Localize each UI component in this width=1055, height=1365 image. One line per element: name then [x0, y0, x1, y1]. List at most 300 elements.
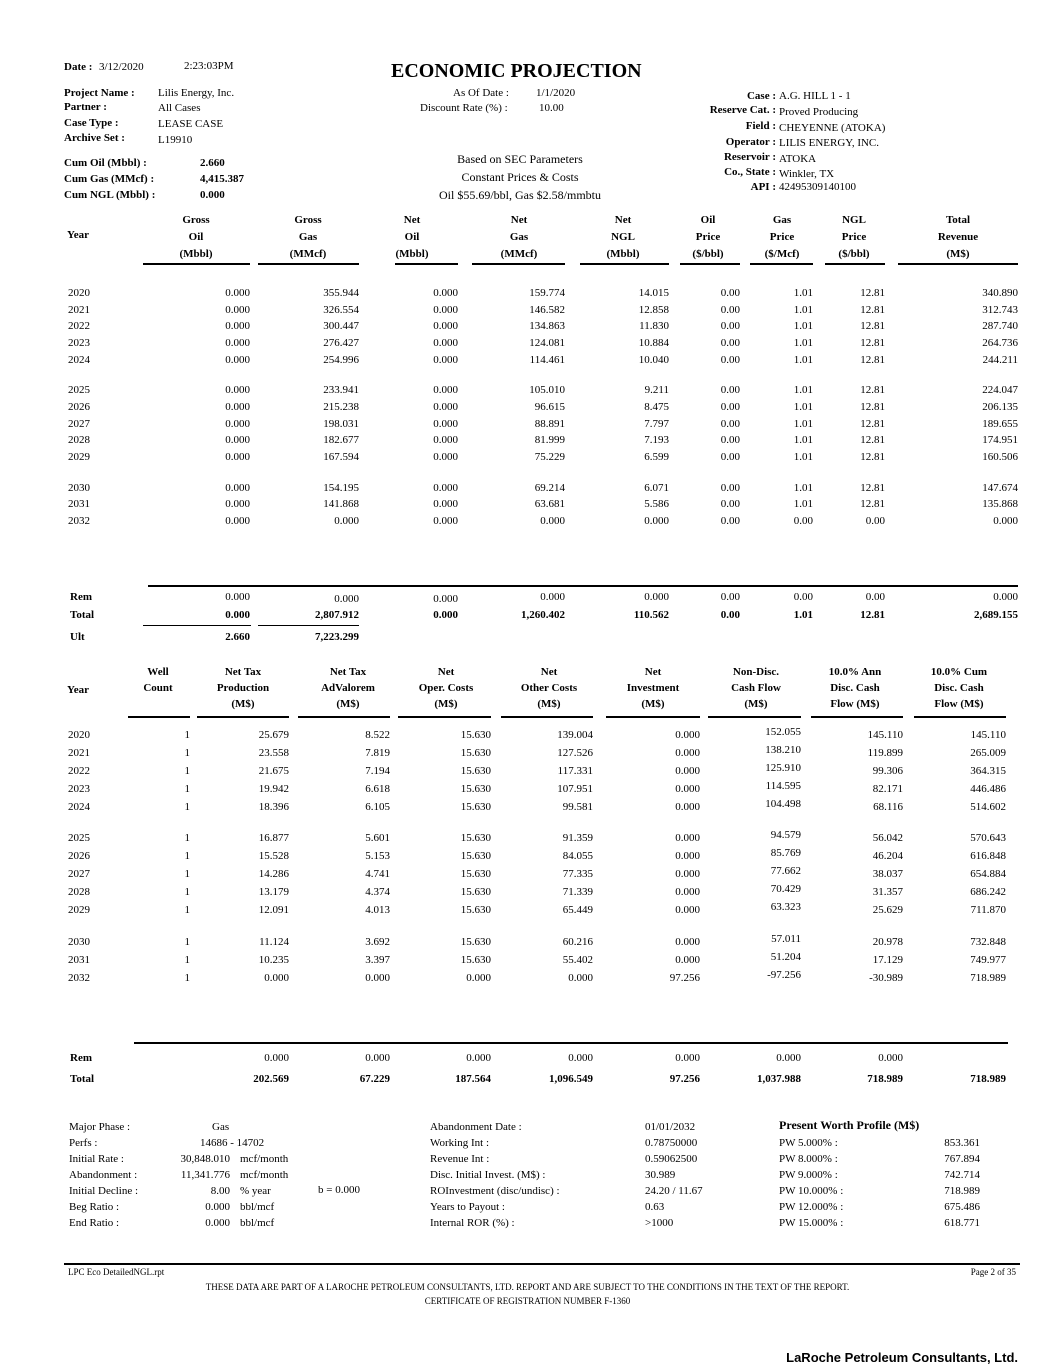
cum-ngl-value: 0.000	[200, 189, 225, 201]
table-cell: 0.000	[466, 972, 491, 984]
param-label: Perfs :	[69, 1137, 98, 1149]
param-label: Initial Decline :	[69, 1185, 139, 1197]
table-cell: 0.00	[720, 384, 740, 396]
table-row-year: 2020	[68, 287, 90, 299]
pw-label: PW 8.000% :	[779, 1153, 838, 1165]
header-underline	[128, 716, 190, 718]
table-cell: 1.01	[793, 384, 813, 396]
table-cell: 124.081	[529, 337, 565, 349]
param-value: 8.00	[210, 1185, 230, 1197]
table-cell: 1	[184, 868, 190, 880]
param-unit: mcf/month	[240, 1153, 289, 1165]
table-cell: 117.331	[557, 765, 593, 777]
partner-label: Partner :	[64, 101, 107, 113]
report-name: LPC Eco DetailedNGL.rpt	[68, 1267, 165, 1277]
table-cell: 3.692	[365, 936, 390, 948]
field-label: Field :	[745, 120, 776, 132]
table-cell: 12.81	[860, 304, 885, 316]
rem-cell: 0.00	[793, 591, 813, 603]
table-cell: 0.000	[675, 783, 700, 795]
table-cell: 0.000	[675, 747, 700, 759]
table-cell: 1.01	[793, 337, 813, 349]
table-cell: 0.000	[675, 886, 700, 898]
table-cell: 15.630	[460, 729, 491, 741]
table-cell: 0.000	[675, 832, 700, 844]
table-row-year: 2031	[68, 954, 90, 966]
table-cell: 8.475	[644, 401, 669, 413]
table1-column-header: (M$)	[946, 248, 970, 260]
table-cell: 6.618	[365, 783, 390, 795]
table-cell: 70.429	[770, 883, 801, 895]
table-cell: 254.996	[323, 354, 359, 366]
table-cell: 12.81	[860, 337, 885, 349]
report-time: 2:23:03PM	[184, 60, 234, 72]
total-label: Total	[70, 1073, 95, 1085]
table-cell: 85.769	[770, 847, 801, 859]
header-underline	[258, 263, 359, 265]
operator-label: Operator :	[725, 136, 776, 148]
table-cell: 16.877	[258, 832, 289, 844]
table-cell: 1	[184, 886, 190, 898]
pw-title: Present Worth Profile (M$)	[779, 1118, 920, 1132]
total-cell: 0.00	[720, 609, 740, 621]
table2-column-header: Net	[437, 666, 455, 678]
table1-column-header: Net	[510, 214, 528, 226]
metric-value: 24.20 / 11.67	[645, 1185, 703, 1197]
header-underline	[143, 263, 250, 265]
metric-value: >1000	[645, 1217, 674, 1229]
table1-column-header: Price	[769, 231, 795, 243]
header-underline	[197, 716, 289, 718]
table-cell: 1	[184, 729, 190, 741]
table-cell: 264.736	[982, 337, 1018, 349]
table1-column-header: Price	[841, 231, 867, 243]
total-cell: 12.81	[860, 609, 885, 621]
table-cell: 0.000	[433, 354, 458, 366]
table2-column-header: (M$)	[434, 698, 458, 710]
pw-value: 618.771	[944, 1217, 980, 1229]
constant-prices: Constant Prices & Costs	[461, 170, 579, 184]
page-title: ECONOMIC PROJECTION	[391, 60, 642, 82]
ult-cell: 2.660	[225, 631, 250, 643]
total-cell: 718.989	[970, 1073, 1006, 1085]
table-cell: 7.797	[644, 418, 669, 430]
pw-label: PW 10.000% :	[779, 1185, 844, 1197]
table-cell: 570.643	[970, 832, 1006, 844]
table-cell: 119.899	[867, 747, 903, 759]
table-row-year: 2022	[68, 765, 90, 777]
rem-cell: 0.000	[776, 1052, 801, 1064]
table-cell: 711.870	[970, 904, 1006, 916]
total-cell: 1,096.549	[549, 1073, 593, 1085]
total-cell: 1,037.988	[757, 1073, 801, 1085]
header-underline	[680, 263, 740, 265]
table1-column-header: Gas	[509, 231, 529, 243]
table-cell: 0.00	[720, 451, 740, 463]
table-cell: 63.681	[534, 498, 565, 510]
table-cell: 75.229	[534, 451, 565, 463]
table1-column-header: NGL	[842, 214, 866, 226]
table-cell: 1	[184, 954, 190, 966]
asof-value: 1/1/2020	[536, 87, 576, 99]
table-cell: 0.00	[720, 434, 740, 446]
table-cell: 12.858	[638, 304, 669, 316]
table-cell: 244.211	[982, 354, 1018, 366]
certificate: CERTIFICATE OF REGISTRATION NUMBER F-1360	[424, 1296, 631, 1306]
table-cell: 1	[184, 783, 190, 795]
total-cell: 0.000	[433, 609, 458, 621]
table2-column-header: Net	[540, 666, 558, 678]
reservoir-value: ATOKA	[779, 153, 817, 165]
table-cell: 68.116	[873, 801, 903, 813]
table2-year-header: Year	[67, 684, 89, 696]
table-cell: 0.000	[225, 384, 250, 396]
case-value: A.G. HILL 1 - 1	[779, 90, 851, 102]
rem-cell: 0.000	[675, 1052, 700, 1064]
field-value: CHEYENNE (ATOKA)	[779, 122, 886, 134]
pw-value: 718.989	[944, 1185, 980, 1197]
table1-column-header: (MMcf)	[289, 248, 327, 260]
table2-column-header: (M$)	[641, 698, 665, 710]
table-cell: 189.655	[982, 418, 1018, 430]
table-cell: 654.884	[970, 868, 1006, 880]
table2-column-header: (M$)	[744, 698, 768, 710]
page-number: Page 2 of 35	[970, 1267, 1016, 1277]
param-label: Initial Rate :	[69, 1153, 124, 1165]
table-cell: 0.000	[225, 304, 250, 316]
table-cell: 0.000	[675, 868, 700, 880]
cum-ngl-label: Cum NGL (Mbbl) :	[64, 189, 156, 201]
table-row-year: 2025	[68, 384, 90, 396]
table-row-year: 2024	[68, 801, 90, 813]
table2-column-header: Other Costs	[520, 682, 578, 694]
rem-label: Rem	[70, 1052, 92, 1064]
reserve-value: Proved Producing	[779, 106, 859, 118]
table1-column-header: Gross	[182, 214, 210, 226]
table-cell: 198.031	[323, 418, 359, 430]
table-row-year: 2025	[68, 832, 90, 844]
table-cell: 65.449	[562, 904, 593, 916]
table-cell: 12.81	[860, 401, 885, 413]
table-cell: 0.00	[720, 304, 740, 316]
table-cell: 276.427	[323, 337, 359, 349]
total-label: Total	[70, 609, 95, 621]
table-cell: 0.000	[225, 515, 250, 527]
param-unit: mcf/month	[240, 1169, 289, 1181]
param-label: Abandonment :	[69, 1169, 138, 1181]
metric-value: 30.989	[645, 1169, 676, 1181]
param-value: 0.000	[205, 1217, 230, 1229]
table-cell: 446.486	[970, 783, 1006, 795]
rem-cell: 0.000	[540, 591, 565, 603]
param-value: 11,341.776	[180, 1169, 230, 1181]
table-cell: 15.630	[460, 850, 491, 862]
table-row-year: 2023	[68, 337, 90, 349]
table-cell: 94.579	[770, 829, 801, 841]
metric-value: 0.59062500	[645, 1153, 698, 1165]
table-cell: 0.000	[365, 972, 390, 984]
table1-column-header: NGL	[611, 231, 635, 243]
table-cell: 0.000	[334, 515, 359, 527]
pw-label: PW 5.000% :	[779, 1137, 838, 1149]
table-cell: 15.630	[460, 832, 491, 844]
cum-oil-value: 2.660	[200, 157, 225, 169]
rem-cell: 0.000	[878, 1052, 903, 1064]
table-cell: 0.00	[720, 482, 740, 494]
param-label: End Ratio :	[69, 1217, 120, 1229]
table-cell: 0.000	[225, 482, 250, 494]
table-cell: 1	[184, 801, 190, 813]
metric-value: 0.63	[645, 1201, 665, 1213]
footer-divider	[64, 1263, 1020, 1265]
table-cell: 0.000	[433, 337, 458, 349]
table-cell: 0.000	[225, 434, 250, 446]
table-cell: 0.000	[540, 515, 565, 527]
table-cell: 1.01	[793, 498, 813, 510]
ult-underline	[258, 625, 359, 626]
table1-column-header: Oil	[188, 231, 204, 243]
table-cell: 4.013	[365, 904, 390, 916]
table-cell: 364.315	[970, 765, 1006, 777]
table-cell: 1.01	[793, 451, 813, 463]
table-cell: 1.01	[793, 304, 813, 316]
param-unit: bbl/mcf	[240, 1201, 275, 1213]
total-cell: 1,260.402	[521, 609, 565, 621]
table-cell: 1.01	[793, 320, 813, 332]
table-cell: 77.662	[770, 865, 801, 877]
costate-label: Co., State :	[724, 166, 776, 178]
total-cell: 97.256	[669, 1073, 700, 1085]
table2-column-header: Cash Flow	[731, 682, 781, 694]
table-cell: 105.010	[529, 384, 565, 396]
table1-column-header: Net	[403, 214, 421, 226]
total-cell: 2,689.155	[974, 609, 1018, 621]
table-cell: 81.999	[534, 434, 565, 446]
header-underline	[811, 716, 903, 718]
table-cell: 104.498	[765, 798, 801, 810]
table-cell: 12.81	[860, 498, 885, 510]
table1-column-header: Oil	[404, 231, 420, 243]
table-cell: 15.528	[258, 850, 289, 862]
table-cell: 12.091	[258, 904, 289, 916]
table-cell: 0.000	[433, 418, 458, 430]
metric-label: Years to Payout :	[430, 1201, 505, 1213]
case-label: Case :	[746, 90, 776, 102]
table-cell: 7.194	[365, 765, 390, 777]
table-cell: 0.000	[433, 515, 458, 527]
table1-column-header: (MMcf)	[500, 248, 538, 260]
table-cell: 141.868	[323, 498, 359, 510]
metric-label: ROInvestment (disc/undisc) :	[430, 1185, 560, 1197]
costate-value: Winkler, TX	[779, 168, 835, 180]
table-cell: 0.00	[793, 515, 813, 527]
asof-label: As Of Date :	[453, 87, 509, 99]
table-cell: 12.81	[860, 418, 885, 430]
header-underline	[825, 263, 885, 265]
table-cell: 0.000	[225, 337, 250, 349]
table-cell: 7.819	[365, 747, 390, 759]
table-cell: 159.774	[529, 287, 565, 299]
table-cell: 134.863	[529, 320, 565, 332]
table2-column-header: Flow (M$)	[830, 698, 880, 710]
table-cell: 0.00	[720, 320, 740, 332]
operator-value: LILIS ENERGY, INC.	[779, 137, 880, 149]
table2-column-header: Well	[147, 666, 169, 678]
total-cell: 2,807.912	[315, 609, 359, 621]
table-cell: 0.000	[225, 287, 250, 299]
pw-label: PW 12.000% :	[779, 1201, 844, 1213]
table-row-year: 2020	[68, 729, 90, 741]
table-cell: 145.110	[970, 729, 1006, 741]
table-cell: 46.204	[872, 850, 903, 862]
pw-value: 767.894	[944, 1153, 980, 1165]
table-cell: 514.602	[970, 801, 1006, 813]
table-cell: 82.171	[872, 783, 903, 795]
table-cell: 114.461	[529, 354, 565, 366]
table-cell: 145.110	[867, 729, 903, 741]
table-cell: 718.989	[970, 972, 1006, 984]
table-cell: -30.989	[869, 972, 903, 984]
table-cell: 7.193	[644, 434, 669, 446]
table-cell: 69.214	[534, 482, 565, 494]
pw-value: 742.714	[944, 1169, 980, 1181]
reservoir-label: Reservoir :	[723, 151, 776, 163]
rem-cell: 0.000	[466, 1052, 491, 1064]
case-type-label: Case Type :	[64, 117, 119, 129]
table-cell: 9.211	[644, 384, 669, 396]
header-underline	[395, 263, 458, 265]
table-cell: 0.000	[225, 451, 250, 463]
table-cell: 5.586	[644, 498, 669, 510]
table2-column-header: Count	[143, 682, 173, 694]
table-cell: 99.581	[562, 801, 593, 813]
table1-column-header: Revenue	[937, 231, 979, 243]
table-cell: 326.554	[323, 304, 359, 316]
table-cell: 1	[184, 747, 190, 759]
table-cell: 0.000	[433, 401, 458, 413]
table-cell: 12.81	[860, 354, 885, 366]
table-cell: 127.526	[557, 747, 593, 759]
reserve-label: Reserve Cat. :	[709, 104, 776, 116]
param-value: 30,848.010	[180, 1153, 230, 1165]
summary-divider	[134, 1042, 1008, 1044]
table-cell: 215.238	[323, 401, 359, 413]
metric-value: 01/01/2032	[645, 1121, 696, 1133]
metric-label: Working Int :	[430, 1137, 489, 1149]
header-underline	[398, 716, 491, 718]
table-cell: 0.000	[264, 972, 289, 984]
sec-params: Based on SEC Parameters	[457, 152, 583, 166]
total-cell: 67.229	[359, 1073, 390, 1085]
table-cell: 1.01	[793, 418, 813, 430]
table-cell: 12.81	[860, 434, 885, 446]
table-cell: 1.01	[793, 401, 813, 413]
table-row-year: 2026	[68, 850, 90, 862]
table-cell: 0.000	[675, 904, 700, 916]
table2-column-header: 10.0% Ann	[828, 666, 882, 678]
metric-label: Revenue Int :	[430, 1153, 490, 1165]
table-cell: 31.357	[872, 886, 903, 898]
total-cell: 110.562	[633, 609, 669, 621]
table-cell: 1.01	[793, 287, 813, 299]
table-cell: 749.977	[970, 954, 1006, 966]
param-unit: % year	[240, 1185, 271, 1197]
table-cell: 15.630	[460, 765, 491, 777]
ult-underline	[143, 625, 251, 626]
project-label: Project Name :	[64, 87, 135, 99]
table-cell: 686.242	[970, 886, 1006, 898]
table-cell: 15.630	[460, 904, 491, 916]
table-cell: 77.335	[562, 868, 593, 880]
table1-column-header: ($/bbl)	[838, 248, 870, 260]
header-underline	[298, 716, 390, 718]
report-date: 3/12/2020	[99, 61, 144, 73]
table-cell: 15.630	[460, 936, 491, 948]
table-cell: 152.055	[765, 726, 801, 738]
param-value: 0.000	[205, 1201, 230, 1213]
param-value: 14686 - 14702	[200, 1137, 265, 1149]
table-cell: 55.402	[562, 954, 593, 966]
table-cell: 88.891	[534, 418, 565, 430]
param-unit: bbl/mcf	[240, 1217, 275, 1229]
table-cell: 99.306	[872, 765, 903, 777]
table-cell: 114.595	[765, 780, 801, 792]
table-cell: 25.629	[872, 904, 903, 916]
header-underline	[606, 716, 700, 718]
table-cell: 51.204	[770, 951, 801, 963]
table-cell: 139.004	[557, 729, 593, 741]
table-cell: 38.037	[872, 868, 903, 880]
table-cell: 71.339	[562, 886, 593, 898]
table-row-year: 2024	[68, 354, 90, 366]
table-row-year: 2022	[68, 320, 90, 332]
table-cell: 0.000	[675, 954, 700, 966]
table-cell: 0.00	[720, 337, 740, 349]
table-cell: 6.071	[644, 482, 669, 494]
table-row-year: 2031	[68, 498, 90, 510]
table2-column-header: Net Tax	[224, 666, 262, 678]
table-cell: -97.256	[767, 969, 801, 981]
table-cell: 1	[184, 850, 190, 862]
table-cell: 17.129	[872, 954, 903, 966]
rem-cell: 0.000	[644, 591, 669, 603]
table-cell: 616.848	[970, 850, 1006, 862]
table-cell: 11.830	[639, 320, 669, 332]
table-cell: 15.630	[460, 954, 491, 966]
table-cell: 12.81	[860, 482, 885, 494]
table-cell: 0.000	[225, 498, 250, 510]
table-cell: 4.741	[365, 868, 390, 880]
table1-column-header: Net	[614, 214, 632, 226]
table-cell: 3.397	[365, 954, 390, 966]
table-cell: 0.000	[433, 320, 458, 332]
ult-label: Ult	[70, 631, 85, 643]
table1-column-header: (Mbbl)	[179, 248, 213, 260]
date-label: Date :	[64, 61, 93, 73]
header-underline	[914, 716, 1006, 718]
rem-cell: 0.00	[865, 591, 885, 603]
table2-column-header: Flow (M$)	[934, 698, 984, 710]
table-cell: 0.000	[225, 401, 250, 413]
company-name: LaRoche Petroleum Consultants, Ltd.	[786, 1350, 1018, 1365]
table-row-year: 2032	[68, 972, 90, 984]
table-cell: 5.153	[365, 850, 390, 862]
table-cell: 0.000	[675, 801, 700, 813]
table-cell: 0.000	[433, 384, 458, 396]
table-cell: 0.00	[720, 498, 740, 510]
case-type-value: LEASE CASE	[158, 118, 224, 130]
table-cell: 15.630	[460, 886, 491, 898]
